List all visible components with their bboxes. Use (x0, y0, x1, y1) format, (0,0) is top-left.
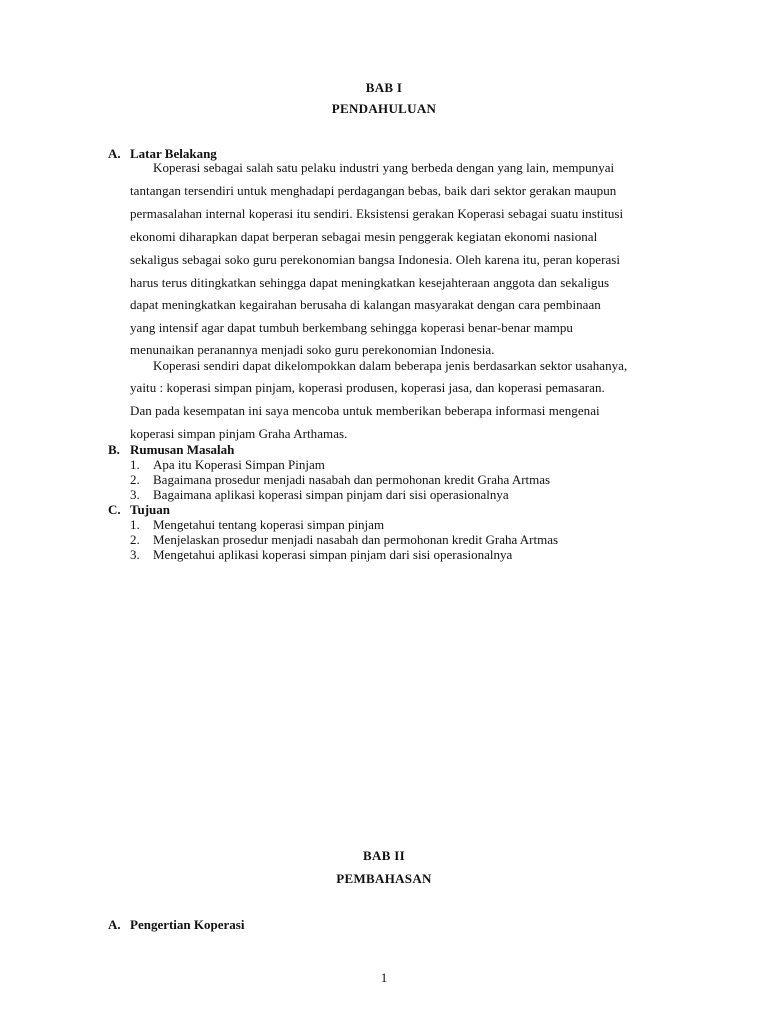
list-number: 1. (130, 457, 140, 472)
section-letter: B. (108, 442, 120, 457)
paragraph-line: tantangan tersendiri untuk menghadapi perdagangan bebas, baik dari sektor gerakan maupun (130, 183, 617, 198)
page-number: 1 (380, 970, 388, 985)
section-letter: C. (108, 502, 121, 517)
paragraph-line: sekaligus sebagai soko guru perekonomian bangsa Indonesia. Oleh karena itu, peran koperasi (130, 252, 621, 267)
paragraph-line: yang intensif agar dapat tumbuh berkembang sehingga koperasi benar-benar mampu (130, 320, 573, 335)
section-letter: A. (108, 917, 121, 932)
section-letter: A. (108, 146, 121, 161)
paragraph-line: harus terus ditingkatkan sehingga dapat meningkatkan kesejahteraan anggota dan sekaligus (130, 275, 610, 290)
section-title: Latar Belakang (130, 146, 217, 161)
paragraph-line: permasalahan internal koperasi itu sendiri. Eksistensi gerakan Koperasi sebagai suatu institusi (130, 206, 624, 221)
list-number: 3. (130, 487, 140, 502)
list-number: 1. (130, 517, 140, 532)
paragraph-line: ekonomi diharapkan dapat berperan sebagai mesin penggerak kegiatan ekonomi nasional (130, 229, 598, 244)
list-number: 2. (130, 532, 140, 547)
paragraph-line: dapat meningkatkan kegairahan berusaha di kalangan masyarakat dengan cara pembinaan (130, 297, 601, 312)
paragraph-line: Koperasi sendiri dapat dikelompokkan dalam beberapa jenis berdasarkan sektor usahanya, (153, 358, 628, 373)
paragraph-line: yaitu : koperasi simpan pinjam, koperasi produsen, koperasi jasa, dan koperasi pemasaran. (130, 380, 605, 395)
chapter-title: BAB I (365, 80, 403, 95)
list-number: 2. (130, 472, 140, 487)
list-item: Bagaimana aplikasi koperasi simpan pinjam dari sisi operasionalnya (153, 487, 509, 502)
list-item: Mengetahui tentang koperasi simpan pinjam (153, 517, 385, 532)
chapter-subtitle: PEMBAHASAN (336, 871, 432, 886)
section-title: Pengertian Koperasi (130, 917, 245, 932)
list-item: Bagaimana prosedur menjadi nasabah dan permohonan kredit Graha Artmas (153, 472, 551, 487)
list-number: 3. (130, 547, 140, 562)
section-title: Tujuan (130, 502, 170, 517)
paragraph-line: menunaikan peranannya menjadi soko guru perekonomian Indonesia. (130, 342, 495, 357)
section-title: Rumusan Masalah (130, 442, 235, 457)
chapter-title: BAB II (363, 848, 405, 863)
list-item: Menjelaskan prosedur menjadi nasabah dan permohonan kredit Graha Artmas (153, 532, 559, 547)
paragraph-line: Koperasi sebagai salah satu pelaku industri yang berbeda dengan yang lain, mempunyai (153, 160, 615, 175)
list-item: Mengetahui aplikasi koperasi simpan pinjam dari sisi operasionalnya (153, 547, 513, 562)
paragraph-line: koperasi simpan pinjam Graha Arthamas. (130, 426, 348, 441)
paragraph-line: Dan pada kesempatan ini saya mencoba untuk memberikan beberapa informasi mengenai (130, 403, 600, 418)
list-item: Apa itu Koperasi Simpan Pinjam (153, 457, 325, 472)
chapter-subtitle: PENDAHULUAN (331, 101, 437, 116)
